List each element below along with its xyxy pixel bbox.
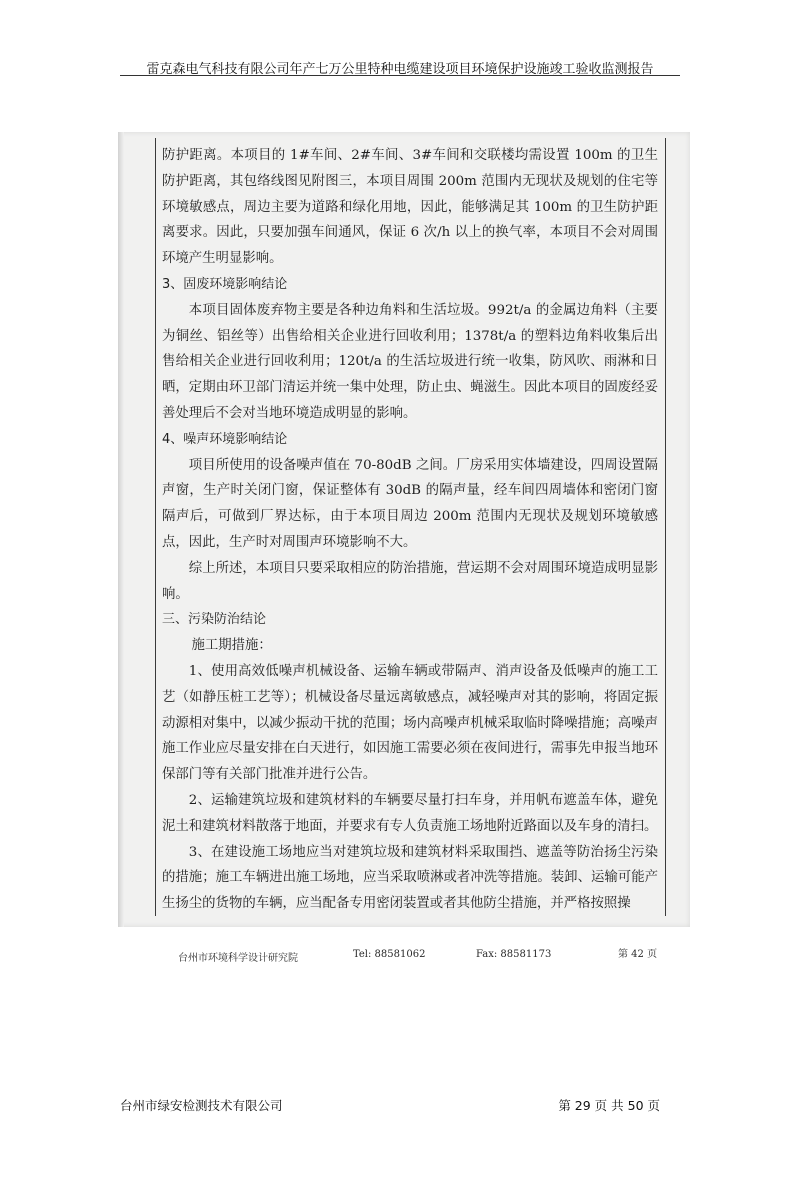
paragraph-measure-2: 2、运输建筑垃圾和建筑材料的车辆要尽量打扫车身，并用帆布遮盖车体，避免泥土和建筑材料散落于地面，并要求有专人负责施工场地附近路面以及车身的清扫。 (162, 792, 658, 834)
paragraph-solid-waste: 本项目固体废弃物主要是各种边角料和生活垃圾。992t/a 的金属边角料（主要为铜丝、铝丝等）出售给相关企业进行回收利用；1378t/a 的塑料边角料收集后出售给相关企业进行回收利用；120t/a 的生活垃圾进行统一收集，防风吹、雨淋和日晒，定期由环卫部门清运并统一集中处理，防止虫、蝇滋生。因此本项目的固废经妥善处理后不会对当地环境造成明显的影响。 (162, 302, 658, 421)
report-title: 雷克森电气科技有限公司年产七万公里特种电缆建设项目环境保护设施竣工验收监测报告 (146, 62, 654, 77)
scanned-text (162, 143, 658, 917)
heading-solid-waste: 3、固废环境影响结论 (162, 276, 288, 292)
scan-shadow-edge (118, 132, 124, 927)
heading-noise: 4、噪声环境影响结论 (162, 431, 288, 447)
heading-pollution-control: 三、污染防治结论 (162, 612, 267, 628)
page-footer (120, 1096, 660, 1116)
paragraph-measure-1: 1、使用高效低噪声机械设备、运输车辆或带隔声、消声设备及低噪声的施工工艺（如静压桩工艺等）；机械设备尽量远离敏感点，减轻噪声对其的影响，将固定振动源相对集中，以减少振动干扰的范围；场内高噪声机械采取临时降噪措施；高噪声施工作业应尽量安排在白天进行，如因施工需要必须在夜间进行，需事先申报当地环保部门等有关部门批准并进行公告。 (162, 663, 658, 783)
footer-company: 台州市绿安检测技术有限公司 (120, 1098, 283, 1113)
paragraph-measure-3: 3、在建设施工场地应当对建筑垃圾和建筑材料采取围挡、遮盖等防治扬尘污染的措施；施工车辆进出施工场地，应当采取喷淋或者冲洗等措施。装卸、运输可能产生扬尘的货物的车辆，应当配备专用密闭装置或者其他防尘措施，并严格按照操 (162, 844, 658, 912)
paragraph-noise: 项目所使用的设备噪声值在 70-80dB 之间。厂房采用实体墙建设，四周设置隔声窗，生产时关闭门窗，保证整体有 30dB 的隔声量，经车间四周墙体和密闭门窗隔声后，可做到厂界达标，由于本项目周边 200m 范围内无现状及规划环境敏感点，因此，生产时对周围声环境影响不大。 (162, 457, 658, 550)
header-divider (120, 75, 680, 76)
scan-footer-tel: Tel: 88581062 (353, 949, 426, 960)
scan-footer-org: 台州市环境科学设计研究院 (178, 953, 298, 964)
paragraph-protection-distance: 防护距离。本项目的 1#车间、2#车间、3#车间和交联楼均需设置 100m 的卫生防护距离，其包络线图见附图三，本项目周围 200m 范围内无现状及规划的住宅等环境敏感点，周边主要为道路和绿化用地，因此，能够满足其 100m 的卫生防护距离要求。因此，只要加强车间通风，保证 6 次/h 以上的换气率，本项目不会对周围环境产生明显影响。 (162, 148, 658, 267)
subheading-construction: 施工期措施： (191, 638, 272, 654)
scan-footer-fax: Fax: 88581173 (476, 949, 552, 960)
footer-page-number: 第 29 页 共 50 页 (558, 1098, 660, 1113)
scan-footer-page-number: 第 42 页 (618, 949, 658, 960)
paragraph-summary: 综上所述，本项目只要采取相应的防治措施，营运期不会对周围环境造成明显影响。 (162, 560, 658, 602)
